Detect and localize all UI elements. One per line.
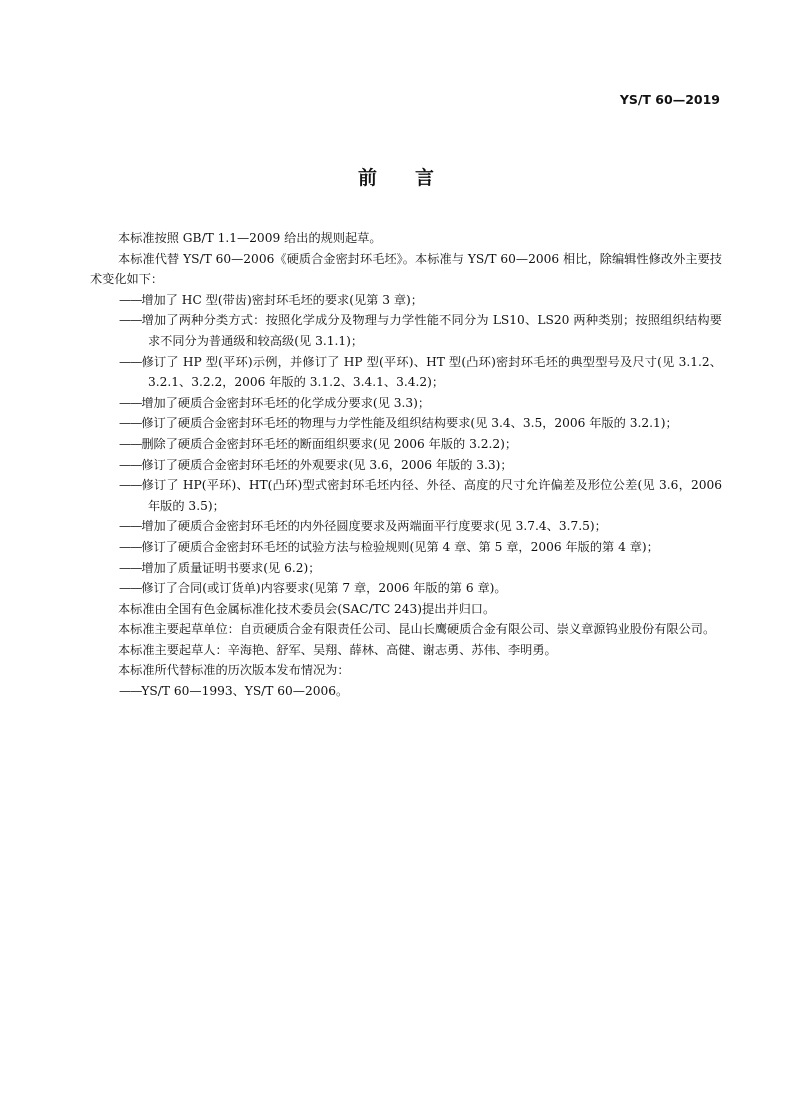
- dash-mark: ——: [119, 539, 142, 554]
- dash-mark: ——: [119, 416, 142, 431]
- change-item-text: 修订了硬质合金密封环毛坯的外观要求(见 3.6，2006 年版的 3.3)；: [141, 457, 513, 472]
- change-item-text: 修订了 HP(平环)、HT(凸环)型式密封环毛坯内径、外径、高度的尺寸允许偏差及形位公差(见 3.6，2006 年版的 3.5)；: [141, 478, 722, 513]
- change-item-text: 修订了硬质合金密封环毛坯的试验方法与检验规则(见第 4 章、第 5 章，2006 年版的第 4 章)；: [141, 539, 659, 554]
- change-item: [90, 352, 722, 393]
- change-item: [90, 475, 722, 516]
- change-item: [90, 558, 722, 579]
- page-title: 前言: [357, 167, 472, 189]
- dash-mark: ——: [119, 519, 142, 534]
- change-item: [90, 578, 722, 599]
- dash-mark: ——: [119, 354, 142, 369]
- dash-mark: ——: [119, 478, 142, 493]
- change-item: [90, 516, 722, 537]
- proposer-paragraph: 本标准由全国有色金属标准化技术委员会(SAC/TC 243)提出并归口。: [118, 601, 496, 616]
- change-item: [90, 290, 722, 311]
- change-item-text: 删除了硬质合金密封环毛坯的断面组织要求(见 2006 年版的 3.2.2)；: [141, 436, 518, 451]
- replacement-paragraph: 本标准代替 YS/T 60—2006《硬质合金密封环毛坯》。本标准与 YS/T 60—2006 相比，除编辑性修改外主要技术变化如下：: [90, 251, 722, 287]
- dash-mark: ——: [119, 395, 142, 410]
- change-item-text: 增加了硬质合金密封环毛坯的化学成分要求(见 3.3)；: [141, 395, 431, 410]
- change-item-text: 修订了 HP 型(平环)示例，并修订了 HP 型(平环)、HT 型(凸环)密封环毛坯的典型型号及尺寸(见 3.1.2、3.2.1、3.2.2，2006 年版的 3.1.2、3.4.1、3.4.2)；: [141, 354, 722, 390]
- dash-mark: ——: [119, 457, 142, 472]
- drafting-units-paragraph: 本标准主要起草单位：自贡硬质合金有限责任公司、昆山长鹰硬质合金有限公司、崇义章源钨业股份有限公司。: [118, 622, 716, 637]
- dash-mark: ——: [119, 684, 142, 699]
- standard-code: YS/T 60—2019: [619, 92, 720, 107]
- change-item-text: 增加了质量证明书要求(见 6.2)；: [141, 560, 321, 575]
- change-item-text: 修订了硬质合金密封环毛坯的物理与力学性能及组织结构要求(见 3.4、3.5，2006 年版的 3.2.1)；: [141, 416, 678, 431]
- document-body: [90, 228, 722, 702]
- change-item-text: 增加了 HC 型(带齿)密封环毛坯的要求(见第 3 章)；: [141, 292, 423, 307]
- drafters-paragraph: 本标准主要起草人：辛海艳、舒军、吴翔、薛林、高健、谢志勇、苏伟、李明勇。: [118, 642, 557, 657]
- change-item-text: 修订了合同(或订货单)内容要求(见第 7 章，2006 年版的第 6 章)。: [141, 581, 507, 596]
- dash-mark: ——: [119, 560, 142, 575]
- change-item: [90, 537, 722, 558]
- dash-mark: ——: [119, 292, 142, 307]
- change-item: [90, 455, 722, 476]
- change-item-text: 增加了两种分类方式：按照化学成分及物理与力学性能不同分为 LS10、LS20 两种类别；按照组织结构要求不同分为普通级和较高级(见 3.1.1)；: [141, 313, 722, 348]
- drafting-rule-paragraph: 本标准按照 GB/T 1.1—2009 给出的规则起草。: [118, 231, 382, 245]
- history-item-text: YS/T 60—1993、YS/T 60—2006。: [141, 684, 349, 699]
- dash-mark: ——: [119, 436, 142, 451]
- change-item: [90, 434, 722, 455]
- dash-mark: ——: [119, 581, 142, 596]
- change-item: [90, 310, 722, 351]
- dash-mark: ——: [119, 313, 142, 328]
- change-item: [90, 413, 722, 434]
- change-item-text: 增加了硬质合金密封环毛坯的内外径圆度要求及两端面平行度要求(见 3.7.4、3.7.5)；: [141, 519, 607, 534]
- history-item: [90, 681, 722, 702]
- change-item: [90, 393, 722, 414]
- history-intro-paragraph: 本标准所代替标准的历次版本发布情况为：: [118, 663, 350, 678]
